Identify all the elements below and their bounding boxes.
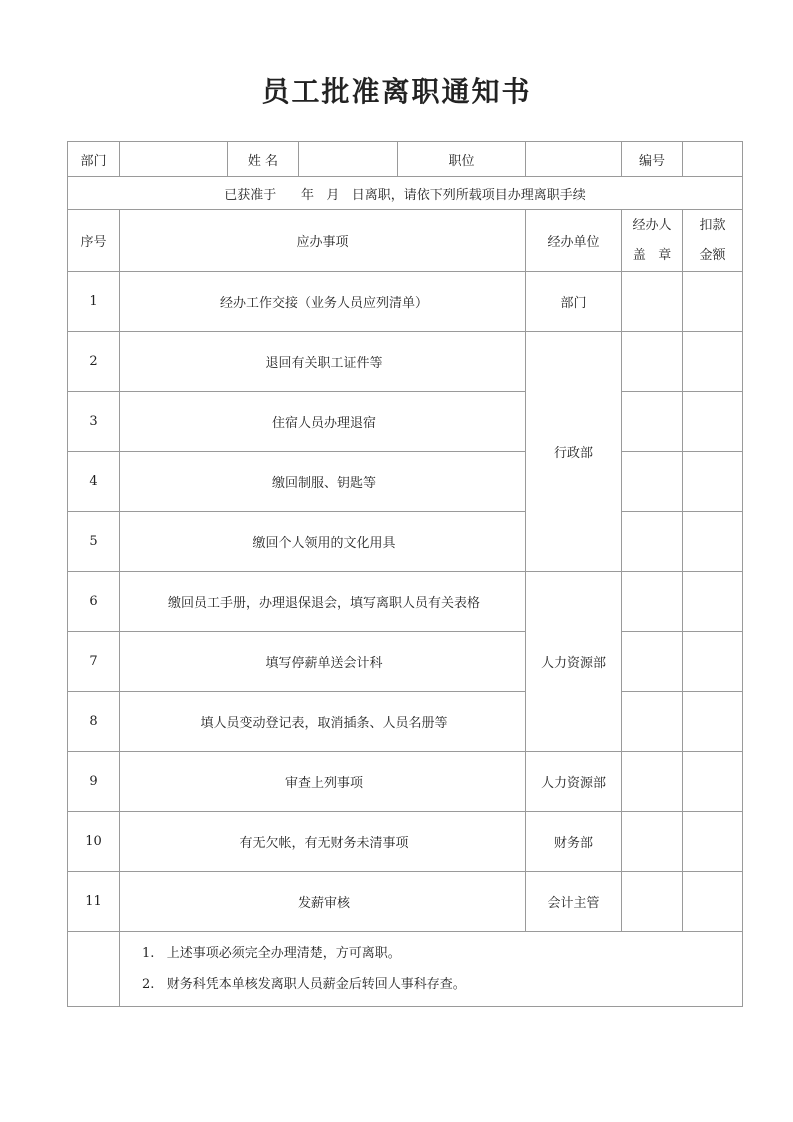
row-no: 7 (68, 632, 120, 692)
table-row (68, 752, 743, 812)
table-row (68, 452, 743, 512)
deduct-amount-cell[interactable] (683, 872, 743, 932)
row-item: 经办工作交接（业务人员应列清单） (120, 272, 526, 332)
row-no: 3 (68, 392, 120, 452)
row-no: 8 (68, 692, 120, 752)
row-item: 缴回制服、钥匙等 (120, 452, 526, 512)
deduct-line-1: 扣款 (699, 217, 726, 233)
column-header-row (68, 210, 743, 272)
table-row (68, 632, 743, 692)
table-row (68, 692, 743, 752)
deduct-amount-cell[interactable] (683, 512, 743, 572)
position-label: 职位 (398, 142, 526, 177)
number-label: 编号 (622, 142, 683, 177)
row-no: 11 (68, 872, 120, 932)
approval-line: 已获准于 年 月 日离职，请依下列所载项目办理离职手续 (68, 177, 743, 210)
row-item: 有无欠帐，有无财务未清事项 (120, 812, 526, 872)
row-unit: 行政部 (526, 332, 622, 572)
deduct-amount-cell[interactable] (683, 332, 743, 392)
deduct-amount-cell[interactable] (683, 812, 743, 872)
deduct-amount-cell[interactable] (683, 272, 743, 332)
note-item-2: 2. 财务科凭本单核发离职人员薪金后转回人事科存查。 (142, 977, 466, 992)
col-header-item: 应办事项 (120, 210, 526, 272)
col-header-unit: 经办单位 (526, 210, 622, 272)
row-no: 4 (68, 452, 120, 512)
deduct-amount-cell[interactable] (683, 392, 743, 452)
row-unit: 人力资源部 (526, 752, 622, 812)
row-unit: 部门 (526, 272, 622, 332)
position-value[interactable] (526, 142, 622, 177)
row-unit: 人力资源部 (526, 572, 622, 752)
row-unit: 会计主管 (526, 872, 622, 932)
table-row (68, 272, 743, 332)
table-row (68, 812, 743, 872)
header-info-row (68, 142, 743, 177)
row-item: 缴回个人领用的文化用具 (120, 512, 526, 572)
table-row (68, 872, 743, 932)
approval-row (68, 177, 743, 210)
note-item-1: 1. 上述事项必须完全办理清楚，方可离职。 (142, 946, 401, 961)
row-item: 退回有关职工证件等 (120, 332, 526, 392)
handler-stamp-cell[interactable] (622, 272, 683, 332)
col-header-no: 序号 (68, 210, 120, 272)
deduct-amount-cell[interactable] (683, 692, 743, 752)
name-value[interactable] (299, 142, 398, 177)
resignation-form-table (67, 141, 743, 1007)
handler-stamp-cell[interactable] (622, 392, 683, 452)
handler-stamp-cell[interactable] (622, 812, 683, 872)
table-row (68, 332, 743, 392)
row-item: 审查上列事项 (120, 752, 526, 812)
notes-row (68, 932, 743, 1007)
deduct-amount-cell[interactable] (683, 572, 743, 632)
row-item: 住宿人员办理退宿 (120, 392, 526, 452)
row-item: 填人员变动登记表，取消插条、人员名册等 (120, 692, 526, 752)
handler-stamp-cell[interactable] (622, 692, 683, 752)
handler-line-2: 盖 章 (632, 247, 672, 263)
handler-line-1: 经办人 (632, 217, 672, 233)
number-value[interactable] (683, 142, 743, 177)
handler-stamp-cell[interactable] (622, 512, 683, 572)
notes-cell (120, 932, 743, 1007)
col-header-handler (622, 210, 683, 272)
row-no: 1 (68, 272, 120, 332)
row-no: 10 (68, 812, 120, 872)
handler-stamp-cell[interactable] (622, 572, 683, 632)
handler-stamp-cell[interactable] (622, 332, 683, 392)
row-no: 9 (68, 752, 120, 812)
row-no: 2 (68, 332, 120, 392)
notes-blank-cell (68, 932, 120, 1007)
table-row (68, 512, 743, 572)
row-unit: 财务部 (526, 812, 622, 872)
name-label: 姓 名 (228, 142, 299, 177)
table-row (68, 572, 743, 632)
dept-value[interactable] (120, 142, 228, 177)
dept-label: 部门 (68, 142, 120, 177)
col-header-deduct (683, 210, 743, 272)
document-title: 员工批准离职通知书 (261, 75, 532, 108)
row-no: 6 (68, 572, 120, 632)
handler-stamp-cell[interactable] (622, 452, 683, 512)
row-item: 缴回员工手册，办理退保退会，填写离职人员有关表格 (120, 572, 526, 632)
handler-stamp-cell[interactable] (622, 632, 683, 692)
table-row (68, 392, 743, 452)
deduct-line-2: 金额 (699, 247, 726, 263)
row-no: 5 (68, 512, 120, 572)
deduct-amount-cell[interactable] (683, 752, 743, 812)
row-item: 发薪审核 (120, 872, 526, 932)
handler-stamp-cell[interactable] (622, 752, 683, 812)
handler-stamp-cell[interactable] (622, 872, 683, 932)
row-item: 填写停薪单送会计科 (120, 632, 526, 692)
deduct-amount-cell[interactable] (683, 632, 743, 692)
deduct-amount-cell[interactable] (683, 452, 743, 512)
